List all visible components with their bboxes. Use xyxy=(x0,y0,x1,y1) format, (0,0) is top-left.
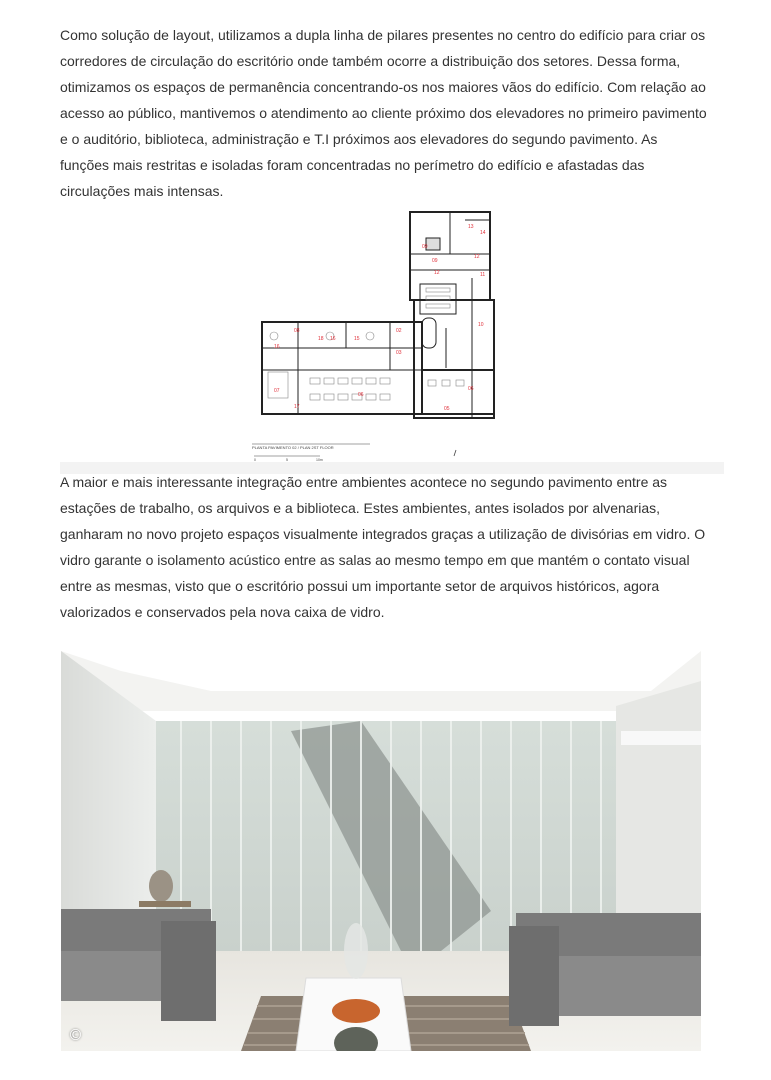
scale-label: 10m xyxy=(316,458,323,462)
room-label: 18 xyxy=(318,336,324,342)
room-label: 17 xyxy=(294,404,300,410)
room-label: 06 xyxy=(468,386,474,392)
north-arrow-icon xyxy=(454,450,456,456)
room-label: 11 xyxy=(480,272,486,278)
room-label: 05 xyxy=(444,406,450,412)
room-label: 09 xyxy=(422,244,428,250)
room-label: 03 xyxy=(396,350,402,356)
room-label: 06 xyxy=(358,392,364,398)
room-label: 15 xyxy=(354,336,360,342)
room-label: 14 xyxy=(480,230,486,236)
room-label: 10 xyxy=(478,322,484,328)
floor-plan-image xyxy=(250,208,502,462)
room-label: 09 xyxy=(432,258,438,264)
room-label: 08 xyxy=(294,328,300,334)
interior-photo xyxy=(61,651,701,1051)
room-label: 02 xyxy=(396,328,402,334)
scale-label: 0 xyxy=(254,458,256,462)
room-label: 12 xyxy=(474,254,480,260)
article-paragraph: Como solução de layout, utilizamos a dupla linha de pilares presentes no centro do edifício para criar os corredores de circulação do escritório onde também ocorre a distribuição dos setores. Dessa forma, otimizamos os espaços de permanência concentrando-os nos maiores vãos do edifício. Com relação ao acesso ao público, mantivemos o atendimento ao cliente próximo dos elevadores no primeiro pavimento e o auditório, biblioteca, administração e T.I próximos aos elevadores do segundo pavimento. As funções mais restritas e isoladas foram concentradas no perímetro do edifício e afastadas das circulações mais intensas. xyxy=(60,27,707,199)
room-label: 07 xyxy=(274,388,280,394)
room-label: 12 xyxy=(434,270,440,276)
copyright-icon: © xyxy=(68,1026,83,1044)
article-paragraph: A maior e mais interessante integração entre ambientes acontece no segundo pavimento entre as estações de trabalho, os arquivos e a biblioteca. Estes ambientes, antes isolados por alvenarias, ganharam no novo projeto espaços visualmente integrados graças a utilização de divisórias em vidro. O vidro garante o isolamento acústico entre as salas ao mesmo tempo em que mantém o contato visual entre as mesmas, visto que o escritório possui um importante setor de arquivos históricos, agora valorizados e conservados pela nova caixa de vidro. xyxy=(60,474,706,620)
room-label: 16 xyxy=(274,344,280,350)
scale-label: 5 xyxy=(286,458,288,462)
floor-plan-caption: PLANTA PAVIMENTO 02 / PLAN 2ST FLOOR xyxy=(252,445,334,450)
room-label: 16 xyxy=(330,336,336,342)
room-label: 13 xyxy=(468,224,474,230)
